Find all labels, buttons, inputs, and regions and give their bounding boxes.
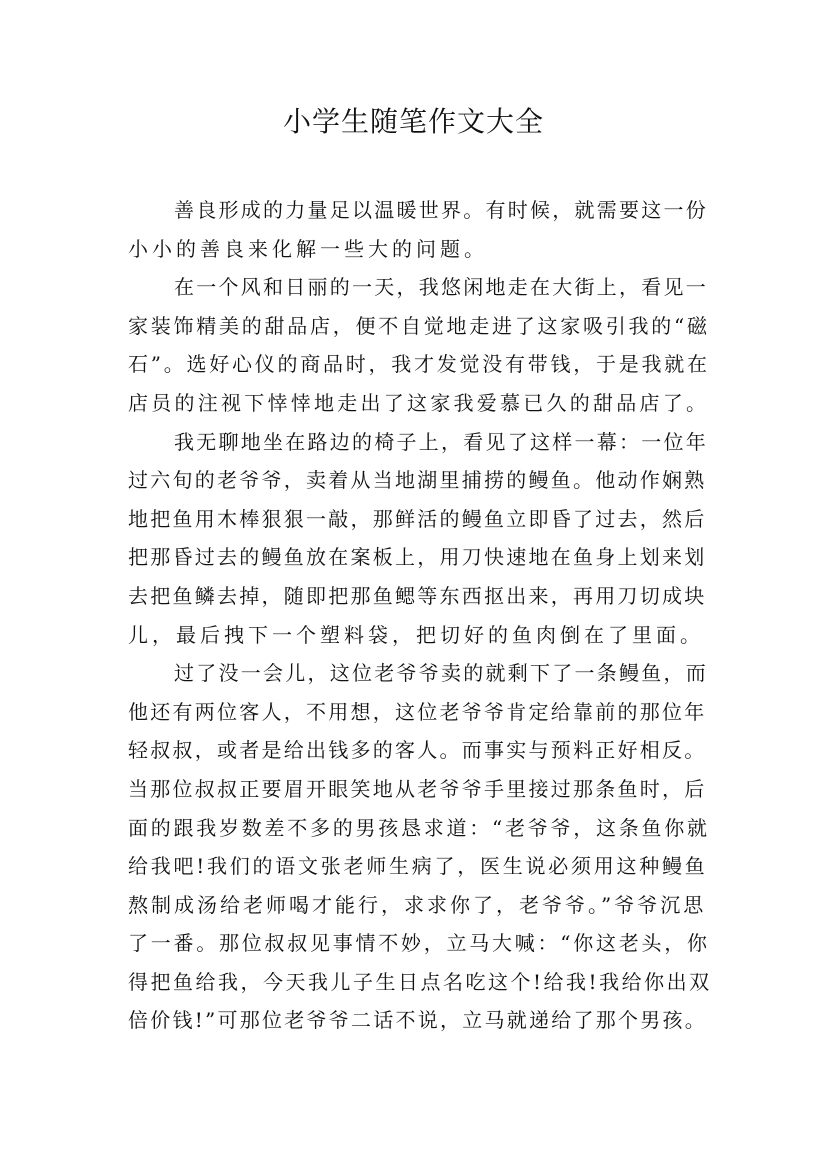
paragraph-line: 小小的善良来化解一些大的问题。 <box>128 236 488 261</box>
paragraph-line: 他还有两位客人，不用想，这位老爷爷肯定给靠前的那位年 <box>128 699 707 724</box>
paragraph-line: 轻叔叔，或者是给出钱多的客人。而事实与预料正好相反。 <box>128 738 707 763</box>
paragraph-line: 熬制成汤给老师喝才能行，求求你了，老爷爷。”爷爷沉思 <box>128 892 707 917</box>
paragraph-line: 儿，最后拽下一个塑料袋，把切好的鱼肉倒在了里面。 <box>128 622 704 647</box>
paragraph-first-line: 善良形成的力量足以温暖世界。有时候，就需要这一份 <box>174 198 708 222</box>
paragraph-first-line: 我无聊地坐在路边的椅子上，看见了这样一幕：一位年 <box>174 429 708 454</box>
paragraph-first-line: 过了没一会儿，这位老爷爷卖的就剩下了一条鳗鱼，而 <box>174 661 708 686</box>
paragraph-line: 店员的注视下悻悻地走出了这家我爱慕已久的甜品店了。 <box>128 390 710 415</box>
paragraph-line: 过六旬的老爷爷，卖着从当地湖里捕捞的鳗鱼。他动作娴熟 <box>128 468 707 493</box>
paragraph-line: 倍价钱!”可那位老爷爷二话不说，立马就递给了那个男孩。 <box>128 1008 708 1033</box>
paragraph-line: 石”。选好心仪的商品时，我才发觉没有带钱，于是我就在 <box>128 352 710 377</box>
paragraph-line: 去把鱼鳞去掉，随即把那鱼鳃等东西抠出来，再用刀切成块 <box>128 583 707 608</box>
paragraph-line: 面的跟我岁数差不多的男孩恳求道：“老爷爷，这条鱼你就 <box>128 815 710 840</box>
paragraph-line: 家装饰精美的甜品店，便不自觉地走进了这家吸引我的“磁 <box>128 313 710 338</box>
paragraph-line: 地把鱼用木棒狠狠一敲，那鲜活的鳗鱼立即昏了过去，然后 <box>128 506 707 531</box>
paragraph-line: 当那位叔叔正要眉开眼笑地从老爷爷手里接过那条鱼时，后 <box>128 776 707 801</box>
document-title: 小学生随笔作文大全 <box>282 105 544 138</box>
paragraph-first-line: 在一个风和日丽的一天，我悠闲地走在大街上，看见一 <box>174 275 708 300</box>
paragraph-line: 得把鱼给我，今天我儿子生日点名吃这个!给我!我给你出双 <box>128 969 712 994</box>
document-body <box>128 191 712 1040</box>
paragraph-line: 把那昏过去的鳗鱼放在案板上，用刀快速地在鱼身上划来划 <box>128 545 707 570</box>
paragraph-line: 给我吧!我们的语文张老师生病了，医生说必须用这种鳗鱼 <box>128 854 708 879</box>
paragraph-line: 了一番。那位叔叔见事情不妙，立马大喊：“你这老头，你 <box>128 931 710 956</box>
